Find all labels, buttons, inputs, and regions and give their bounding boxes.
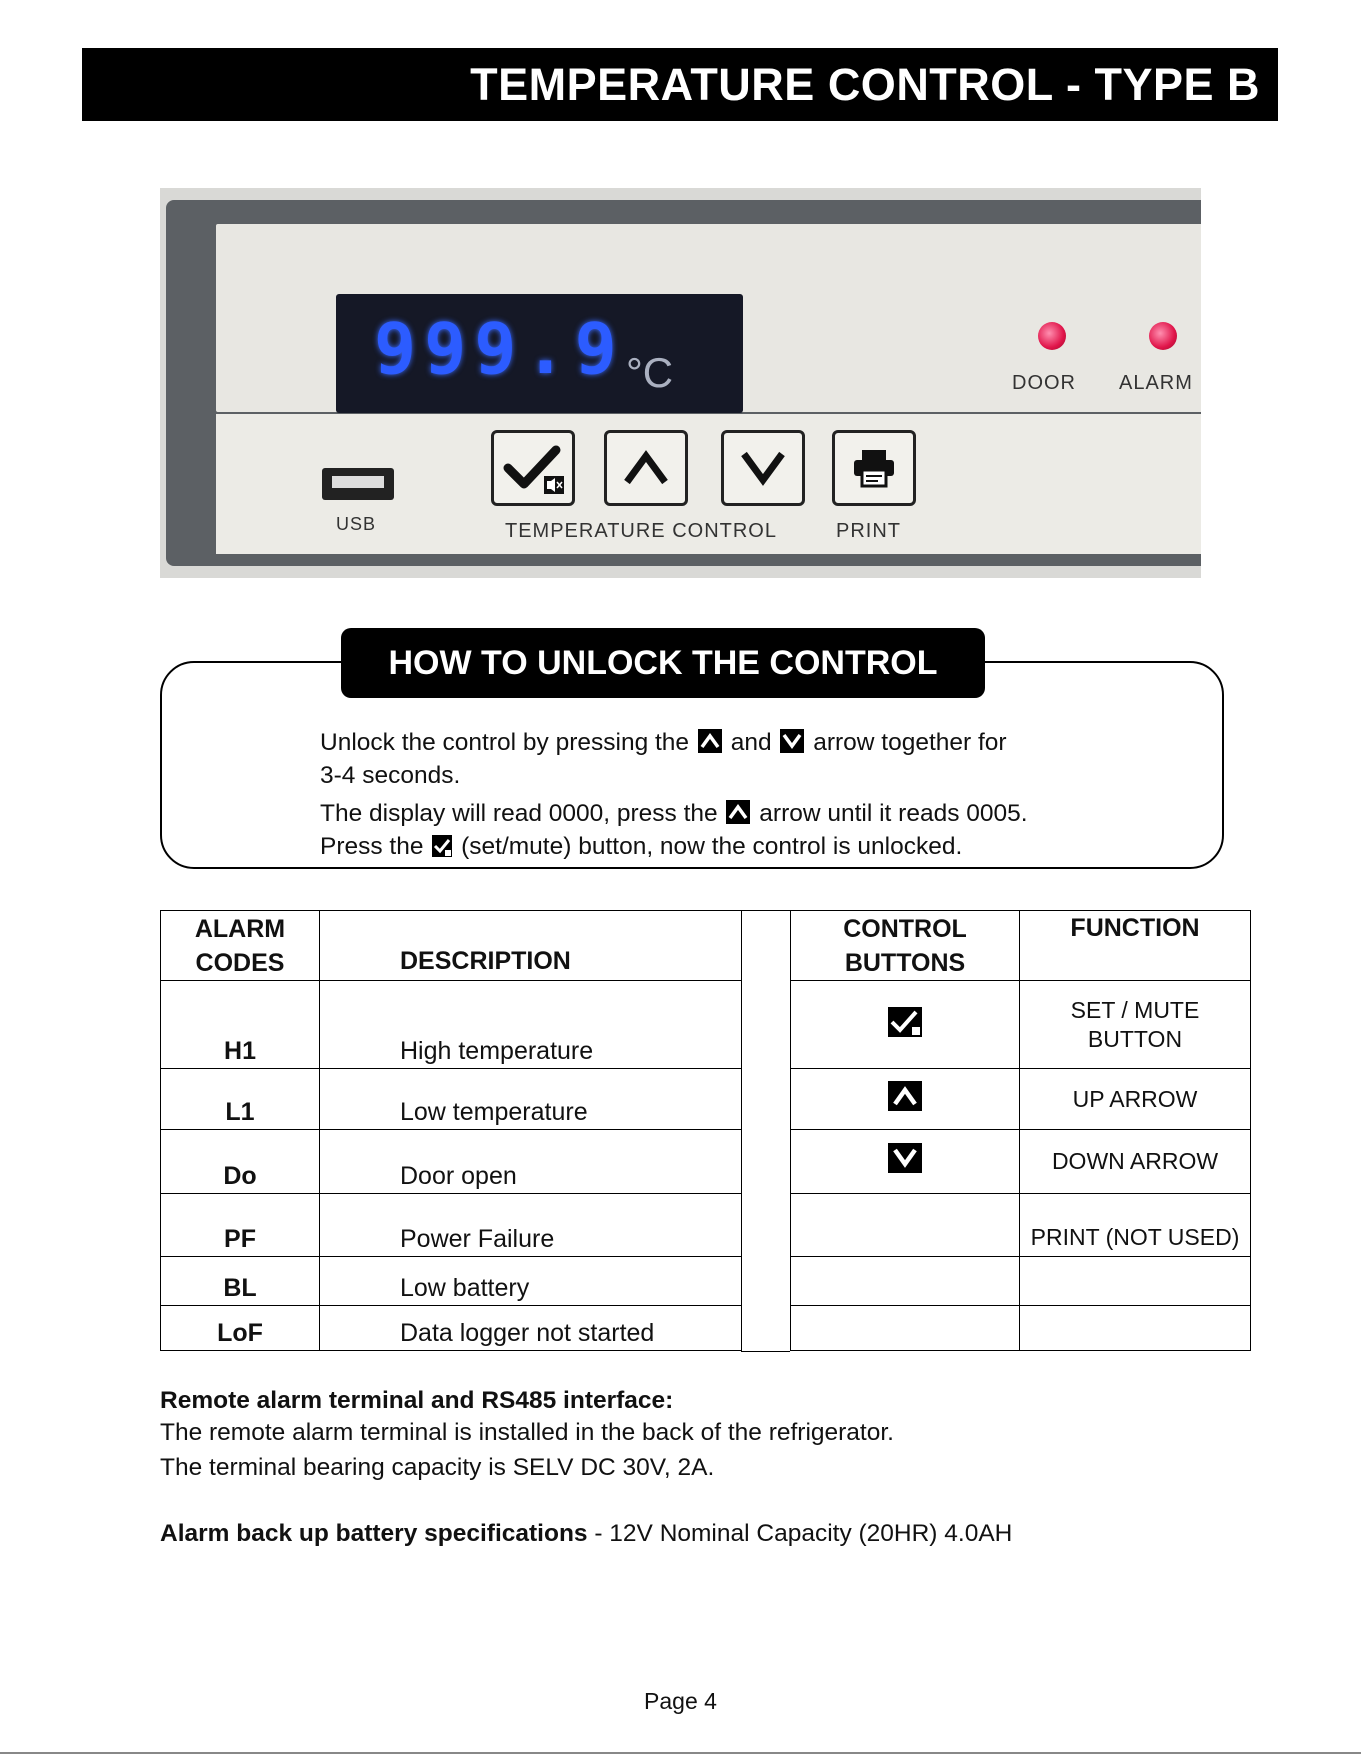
- table-row: [791, 1194, 1251, 1257]
- alarm-description: Power Failure: [320, 1194, 742, 1257]
- remote-alarm-line-1: The remote alarm terminal is installed in the back of the refrigerator.: [160, 1419, 894, 1446]
- table-row: [161, 1257, 742, 1306]
- table-row: [161, 981, 742, 1069]
- unlock-line-2: 3-4 seconds.: [320, 762, 461, 789]
- function-line-1: SET / MUTE: [1070, 996, 1200, 1023]
- unlock-line-1a: Unlock the control by pressing the: [320, 729, 690, 756]
- alarm-codes-table: [160, 910, 742, 1351]
- control-button-cell: [791, 1194, 1020, 1257]
- control-buttons-header-line2: BUTTONS: [844, 948, 966, 977]
- alarm-code: PF: [161, 1194, 320, 1257]
- print-label: PRINT: [836, 520, 901, 542]
- table-header-row: [791, 911, 1251, 981]
- alarm-led-icon: [1149, 322, 1177, 350]
- control-button-cell: [791, 1257, 1020, 1306]
- control-button-cell: [791, 1306, 1020, 1351]
- function-cell: DOWN ARROW: [1020, 1130, 1251, 1194]
- display-unit: °C: [626, 349, 674, 396]
- alarm-code: LoF: [161, 1306, 320, 1351]
- control-button-cell: [791, 1069, 1020, 1130]
- unlock-line-4a: Press the: [320, 833, 424, 860]
- check-mute-icon: [500, 440, 566, 496]
- unlock-line-4: [320, 830, 1140, 863]
- unlock-line-1c: arrow together for: [813, 729, 1007, 756]
- down-arrow-icon: [888, 1143, 922, 1173]
- battery-label: Alarm back up battery specifications: [160, 1520, 588, 1547]
- display-digits: 999.9: [374, 308, 625, 390]
- up-arrow-icon: [726, 800, 750, 824]
- door-label: DOOR: [1012, 372, 1076, 394]
- alarm-code: BL: [161, 1257, 320, 1306]
- table-row: [791, 1130, 1251, 1194]
- temperature-display: [336, 294, 743, 413]
- down-arrow-icon: [738, 448, 788, 488]
- remote-alarm-heading: Remote alarm terminal and RS485 interface:: [160, 1387, 674, 1414]
- check-mute-icon: [888, 1007, 922, 1037]
- unlock-line-4b: (set/mute) button, now the control is unlocked.: [461, 833, 963, 860]
- page-title: TEMPERATURE CONTROL - TYPE B: [82, 48, 1278, 121]
- table-row: [161, 1069, 742, 1130]
- bottom-divider: [0, 1752, 1361, 1754]
- battery-value: - 12V Nominal Capacity (20HR) 4.0AH: [587, 1520, 1013, 1547]
- table-row: [161, 1194, 742, 1257]
- panel-top-section: [216, 224, 1201, 412]
- up-button: [604, 430, 688, 506]
- up-arrow-icon: [621, 448, 671, 488]
- table-row: [791, 981, 1251, 1069]
- table-row: [791, 1306, 1251, 1351]
- alarm-description: Low battery: [320, 1257, 742, 1306]
- alarm-description: Data logger not started: [320, 1306, 742, 1351]
- function-cell: UP ARROW: [1020, 1069, 1251, 1130]
- table-header-row: [161, 911, 742, 981]
- alarm-description: Door open: [320, 1130, 742, 1194]
- down-button: [721, 430, 805, 506]
- control-button-cell: [791, 981, 1020, 1069]
- control-buttons-header-line1: CONTROL: [843, 914, 967, 943]
- unlock-line-1b: and: [730, 729, 772, 756]
- unlock-line-1: [320, 726, 1140, 759]
- remote-alarm-line-2: The terminal bearing capacity is SELV DC 30V, 2A.: [160, 1454, 715, 1481]
- alarm-code: Do: [161, 1130, 320, 1194]
- unlock-line-3a: The display will read 0000, press the: [320, 800, 718, 827]
- alarm-codes-header-line1: ALARM: [194, 914, 286, 943]
- alarm-code: H1: [161, 981, 320, 1069]
- set-mute-button: [491, 430, 575, 506]
- control-button-cell: [791, 1130, 1020, 1194]
- control-panel-photo: [160, 188, 1201, 578]
- table-row: [791, 1069, 1251, 1130]
- unlock-line-3b: arrow until it reads 0005.: [759, 800, 1028, 827]
- function-line-2: BUTTON: [1087, 1025, 1183, 1052]
- usb-label: USB: [336, 514, 377, 534]
- function-cell: [1020, 1257, 1251, 1306]
- alarm-code: L1: [161, 1069, 320, 1130]
- door-led-icon: [1038, 322, 1066, 350]
- table-row: [791, 1257, 1251, 1306]
- function-cell: PRINT (NOT USED): [1020, 1194, 1251, 1257]
- alarm-description: Low temperature: [320, 1069, 742, 1130]
- print-button: [832, 430, 916, 506]
- function-header: FUNCTION: [1020, 911, 1251, 981]
- up-arrow-icon: [698, 729, 722, 753]
- table-row: [161, 1306, 742, 1351]
- alarm-label: ALARM: [1119, 372, 1193, 394]
- table-gap-column: [741, 910, 790, 1352]
- alarm-description: High temperature: [320, 981, 742, 1069]
- unlock-title: HOW TO UNLOCK THE CONTROL: [341, 628, 985, 698]
- battery-specifications: [160, 1520, 1012, 1548]
- page-number: Page 4: [644, 1688, 717, 1714]
- control-buttons-header: [791, 911, 1020, 981]
- usb-port-icon: [322, 468, 394, 500]
- printer-icon: [850, 446, 898, 490]
- check-mute-icon: [432, 835, 452, 857]
- temperature-control-label: TEMPERATURE CONTROL: [505, 520, 777, 542]
- up-arrow-icon: [888, 1081, 922, 1111]
- alarm-codes-header-line2: CODES: [195, 948, 285, 977]
- control-buttons-table: [790, 910, 1251, 1351]
- function-cell: [1020, 1306, 1251, 1351]
- function-cell: [1020, 981, 1251, 1069]
- unlock-line-3: [320, 797, 1140, 830]
- unlock-instructions: [320, 726, 1140, 863]
- description-header: DESCRIPTION: [320, 911, 742, 981]
- table-row: [161, 1130, 742, 1194]
- down-arrow-icon: [780, 729, 804, 753]
- alarm-codes-header: [161, 911, 320, 981]
